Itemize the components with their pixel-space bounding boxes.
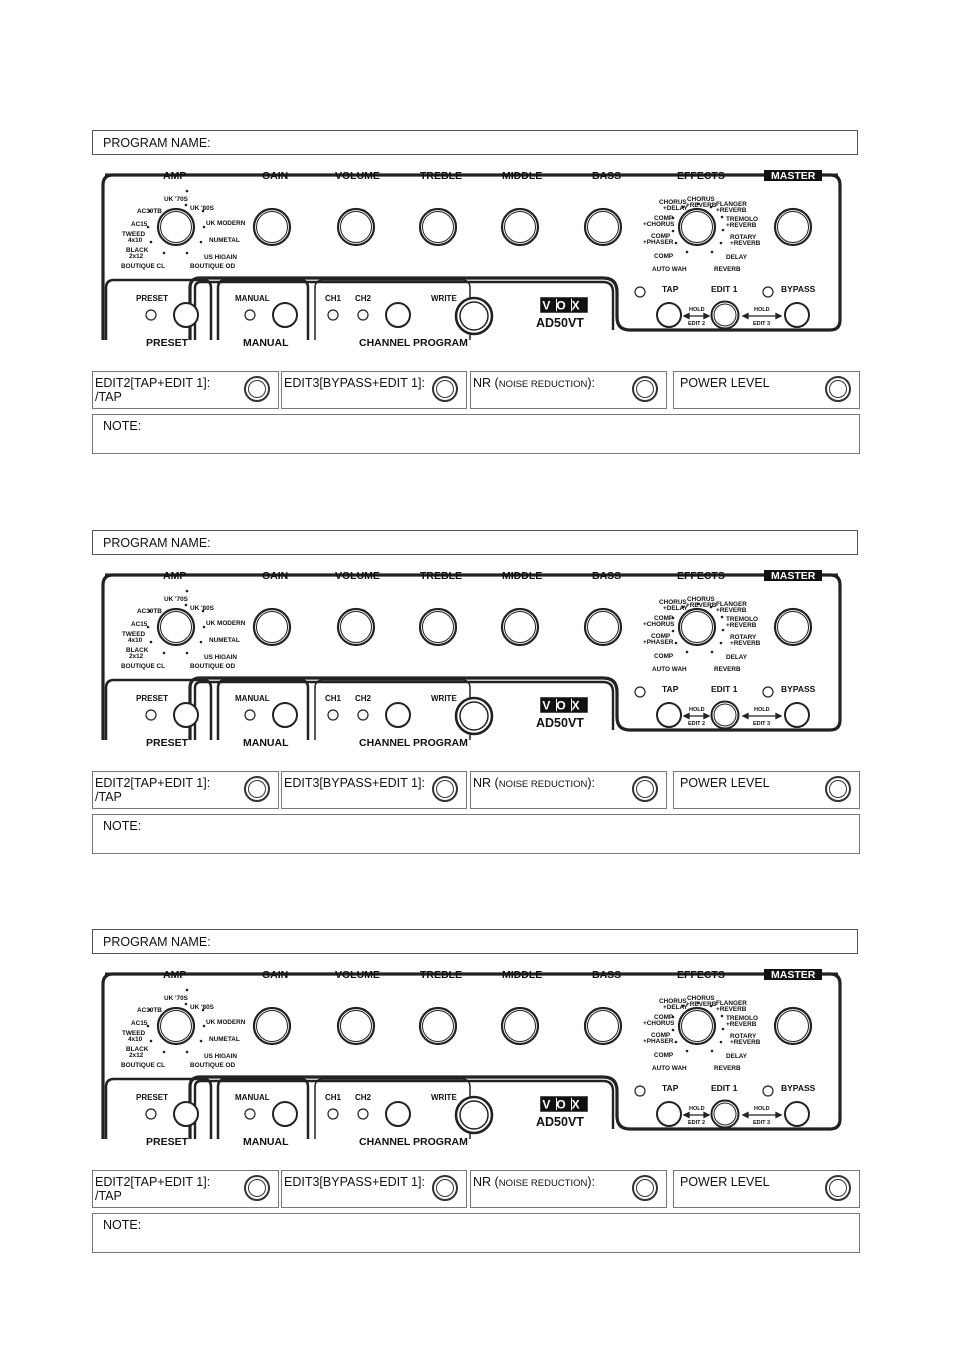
sheet-2 [0, 530, 954, 930]
fx-reverb: REVERB [714, 266, 741, 273]
model-name: AD50VT [536, 716, 584, 730]
fx-comp-phaser-1: COMP [651, 233, 671, 240]
amp-model-4x10: 4x10 [128, 1036, 143, 1043]
amp-model-ac30tb: AC30TB [137, 1007, 162, 1014]
vox-logo [541, 1097, 587, 1112]
channel-program-label: CHANNEL PROGRAM [359, 337, 468, 349]
fx-chorus-delay-2: +DELAY [663, 205, 688, 212]
fx-auto-wah: AUTO WAH [652, 1065, 687, 1072]
amp-model-ac15: AC15 [131, 621, 148, 628]
fx-chorus-reverb-1: CHORUS [687, 995, 715, 1002]
edit3-setting-field[interactable] [281, 1170, 467, 1208]
volume-label: VOLUME [335, 969, 380, 981]
hold-label-left: HOLD [689, 1106, 705, 1112]
nr-small-caps: NOISE REDUCTION [498, 779, 588, 790]
fx-chorus-reverb-1: CHORUS [687, 196, 715, 203]
fx-flanger-reverb-2: +REVERB [716, 1006, 747, 1013]
fx-flanger-reverb-2: +REVERB [716, 607, 747, 614]
amp-model-ac15: AC15 [131, 1020, 148, 1027]
edit2-line1: EDIT2[TAP+EDIT 1]: [95, 776, 211, 790]
bass-label: BASS [592, 969, 622, 981]
vox-logo [541, 698, 587, 713]
fx-comp-phaser-2: +PHASER [643, 239, 674, 246]
fx-chorus-delay-1: CHORUS [659, 599, 687, 606]
manual-small-label: MANUAL [235, 1093, 270, 1102]
program-name-field[interactable] [92, 530, 858, 555]
fx-auto-wah: AUTO WAH [652, 266, 687, 273]
amp-model-numetal: NUMETAL [209, 1036, 240, 1043]
edit2-small-label: EDIT 2 [688, 321, 706, 327]
note-label: NOTE: [103, 419, 142, 433]
amp-model-uk80s: UK '80S [190, 1004, 214, 1011]
channel-program-label: CHANNEL PROGRAM [359, 1136, 468, 1148]
fx-rotary-reverb-2: +REVERB [730, 640, 761, 647]
amp-model-ac30tb: AC30TB [137, 608, 162, 615]
edit3-small-label: EDIT 3 [753, 721, 771, 727]
effects-label: EFFECTS [677, 969, 725, 981]
edit2-setting-field[interactable] [92, 1170, 279, 1208]
fx-delay: DELAY [726, 1053, 748, 1060]
hold-label-left: HOLD [689, 707, 705, 713]
manual-small-label: MANUAL [235, 294, 270, 303]
master-label: MASTER [771, 170, 816, 182]
sheet-3 [0, 929, 954, 1329]
nr-setting-field[interactable] [470, 371, 667, 409]
fx-chorus-delay-1: CHORUS [659, 998, 687, 1005]
edit3-small-label: EDIT 3 [753, 1120, 771, 1126]
amp-panel-diagram [0, 570, 954, 755]
nr-small-caps: NOISE REDUCTION [498, 1178, 588, 1189]
write-label: WRITE [431, 694, 457, 703]
nr-prefix: NR ( [473, 1175, 499, 1189]
fx-rotary-reverb-1: ROTARY [730, 1033, 757, 1040]
hold-label-right: HOLD [754, 707, 770, 713]
model-name: AD50VT [536, 316, 584, 330]
volume-knob [338, 1008, 374, 1044]
master-label: MASTER [771, 969, 816, 981]
amp-model-numetal: NUMETAL [209, 637, 240, 644]
amp-model-us-higain: US HIGAIN [204, 1053, 238, 1060]
write-label: WRITE [431, 1093, 457, 1102]
manual-label: MANUAL [243, 1136, 289, 1148]
amp-model-uk70s: UK '70S [164, 995, 188, 1002]
note-field[interactable] [92, 1213, 860, 1253]
edit2-small-label: EDIT 2 [688, 721, 706, 727]
program-name-field[interactable] [92, 929, 858, 954]
tap-label: TAP [662, 1083, 679, 1093]
amp-model-4x10: 4x10 [128, 237, 143, 244]
amp-model-uk-modern: UK MODERN [206, 220, 246, 227]
amp-model-us-higain: US HIGAIN [204, 254, 238, 261]
gain-label: GAIN [262, 170, 289, 182]
edit2-line1: EDIT2[TAP+EDIT 1]: [95, 1175, 211, 1189]
edit3-knob[interactable] [432, 376, 458, 402]
amp-model-ac30tb: AC30TB [137, 208, 162, 215]
ch2-label: CH2 [355, 294, 372, 303]
edit2-line1: EDIT2[TAP+EDIT 1]: [95, 376, 211, 390]
fx-flanger-reverb-2: +REVERB [716, 207, 747, 214]
program-name-field[interactable] [92, 130, 858, 155]
bypass-label: BYPASS [781, 284, 816, 294]
fx-comp-chorus-2: +CHORUS [643, 1020, 675, 1027]
nr-setting-field[interactable] [470, 1170, 667, 1208]
nr-prefix: NR ( [473, 776, 499, 790]
gain-knob [254, 209, 290, 245]
amp-model-numetal: NUMETAL [209, 237, 240, 244]
ch1-label: CH1 [325, 1093, 342, 1102]
fx-rotary-reverb-1: ROTARY [730, 634, 757, 641]
nr-setting-label [473, 776, 595, 792]
power-level-label: POWER LEVEL [680, 776, 770, 790]
amp-panel-diagram [0, 170, 954, 355]
amp-model-2x12: 2x12 [129, 253, 144, 260]
edit2-knob[interactable] [244, 776, 270, 802]
amp-model-boutique-od: BOUTIQUE OD [190, 1062, 236, 1069]
vox-logo [541, 298, 587, 313]
amp-model-black: BLACK [126, 647, 149, 654]
volume-label: VOLUME [335, 570, 380, 582]
vox-brand-text: VOX [542, 1097, 586, 1112]
manual-label: MANUAL [243, 737, 289, 749]
edit3-small-label: EDIT 3 [753, 321, 771, 327]
tap-label: TAP [662, 284, 679, 294]
fx-comp-phaser-2: +PHASER [643, 1038, 674, 1045]
amp-model-uk70s: UK '70S [164, 196, 188, 203]
amp-model-boutique-cl: BOUTIQUE CL [121, 1062, 166, 1069]
fx-chorus-reverb-2: +REVERB [686, 1001, 717, 1008]
power-level-field[interactable] [673, 371, 860, 409]
middle-label: MIDDLE [502, 570, 543, 582]
edit2-line2: /TAP [95, 390, 122, 404]
edit2-knob[interactable] [244, 376, 270, 402]
vox-brand-text: VOX [542, 698, 586, 713]
program-name-label: PROGRAM NAME: [103, 935, 211, 949]
amp-model-2x12: 2x12 [129, 1052, 144, 1059]
fx-chorus-delay-2: +DELAY [663, 1004, 688, 1011]
edit2-setting-label [95, 376, 210, 404]
fx-comp: COMP [654, 653, 674, 660]
power-level-knob[interactable] [825, 1175, 851, 1201]
fx-tremolo-reverb-2: +REVERB [726, 222, 757, 229]
fx-delay: DELAY [726, 654, 748, 661]
power-level-label: POWER LEVEL [680, 1175, 770, 1189]
fx-tremolo-reverb-1: TREMOLO [726, 216, 758, 223]
amp-model-boutique-cl: BOUTIQUE CL [121, 263, 166, 270]
preset-label: PRESET [146, 1136, 189, 1148]
gain-knob [254, 609, 290, 645]
hold-label-right: HOLD [754, 1106, 770, 1112]
nr-suffix: ): [587, 376, 596, 390]
nr-knob[interactable] [632, 376, 658, 402]
edit1-label: EDIT 1 [711, 284, 738, 294]
amp-model-uk80s: UK '80S [190, 205, 214, 212]
amp-model-boutique-cl: BOUTIQUE CL [121, 663, 166, 670]
ch2-label: CH2 [355, 694, 372, 703]
amp-model-4x10: 4x10 [128, 637, 143, 644]
treble-label: TREBLE [420, 570, 462, 582]
fx-rotary-reverb-1: ROTARY [730, 234, 757, 241]
volume-knob [338, 209, 374, 245]
amp-panel-svg [0, 969, 954, 1154]
fx-flanger-reverb-1: FLANGER [716, 601, 747, 608]
gain-label: GAIN [262, 570, 289, 582]
hold-label-right: HOLD [754, 307, 770, 313]
fx-tremolo-reverb-2: +REVERB [726, 622, 757, 629]
power-level-knob[interactable] [825, 776, 851, 802]
tap-label: TAP [662, 684, 679, 694]
middle-label: MIDDLE [502, 170, 543, 182]
bass-knob [585, 209, 621, 245]
edit1-label: EDIT 1 [711, 684, 738, 694]
amp-model-tweed: TWEED [122, 631, 146, 638]
fx-comp: COMP [654, 253, 674, 260]
edit3-knob[interactable] [432, 776, 458, 802]
fx-chorus-reverb-2: +REVERB [686, 202, 717, 209]
gain-label: GAIN [262, 969, 289, 981]
edit2-setting-field[interactable] [92, 771, 279, 809]
fx-tremolo-reverb-1: TREMOLO [726, 1015, 758, 1022]
edit2-small-label: EDIT 2 [688, 1120, 706, 1126]
vox-brand-text: VOX [542, 298, 586, 313]
amp-model-tweed: TWEED [122, 231, 146, 238]
nr-prefix: NR ( [473, 376, 499, 390]
edit3-setting-label: EDIT3[BYPASS+EDIT 1]: [284, 776, 425, 790]
nr-knob[interactable] [632, 776, 658, 802]
fx-comp-phaser-1: COMP [651, 633, 671, 640]
fx-rotary-reverb-2: +REVERB [730, 240, 761, 247]
middle-knob [502, 609, 538, 645]
treble-knob [420, 209, 456, 245]
treble-label: TREBLE [420, 969, 462, 981]
amp-model-uk-modern: UK MODERN [206, 620, 246, 627]
note-field[interactable] [92, 414, 860, 454]
fx-reverb: REVERB [714, 666, 741, 673]
fx-delay: DELAY [726, 254, 748, 261]
program-name-label: PROGRAM NAME: [103, 136, 211, 150]
edit3-setting-label: EDIT3[BYPASS+EDIT 1]: [284, 1175, 425, 1189]
note-label: NOTE: [103, 1218, 142, 1232]
amp-panel-diagram [0, 969, 954, 1154]
effects-label: EFFECTS [677, 570, 725, 582]
bass-knob [585, 609, 621, 645]
preset-small-label: PRESET [136, 294, 169, 303]
fx-chorus-reverb-2: +REVERB [686, 602, 717, 609]
fx-comp: COMP [654, 1052, 674, 1059]
fx-comp-chorus-1: COMP [654, 615, 674, 622]
bypass-label: BYPASS [781, 684, 816, 694]
amp-model-2x12: 2x12 [129, 653, 144, 660]
amp-model-black: BLACK [126, 1046, 149, 1053]
gain-knob [254, 1008, 290, 1044]
amp-model-uk70s: UK '70S [164, 596, 188, 603]
edit2-line2: /TAP [95, 1189, 122, 1203]
amp-model-uk80s: UK '80S [190, 605, 214, 612]
ch1-label: CH1 [325, 294, 342, 303]
middle-label: MIDDLE [502, 969, 543, 981]
power-level-field[interactable] [673, 1170, 860, 1208]
master-label: MASTER [771, 570, 816, 582]
edit3-setting-field[interactable] [281, 371, 467, 409]
fx-flanger-reverb-1: FLANGER [716, 1000, 747, 1007]
effects-label: EFFECTS [677, 170, 725, 182]
fx-comp-phaser-2: +PHASER [643, 639, 674, 646]
middle-knob [502, 209, 538, 245]
preset-label: PRESET [146, 737, 189, 749]
fx-rotary-reverb-2: +REVERB [730, 1039, 761, 1046]
fx-comp-chorus-1: COMP [654, 215, 674, 222]
nr-knob[interactable] [632, 1175, 658, 1201]
amp-model-tweed: TWEED [122, 1030, 146, 1037]
fx-comp-chorus-2: +CHORUS [643, 621, 675, 628]
edit3-setting-field[interactable] [281, 771, 467, 809]
amp-model-us-higain: US HIGAIN [204, 654, 238, 661]
bypass-label: BYPASS [781, 1083, 816, 1093]
hold-label-left: HOLD [689, 307, 705, 313]
nr-setting-label [473, 1175, 595, 1191]
edit2-knob[interactable] [244, 1175, 270, 1201]
ch2-label: CH2 [355, 1093, 372, 1102]
treble-label: TREBLE [420, 170, 462, 182]
edit2-setting-label [95, 1175, 210, 1203]
amp-label: AMP [163, 969, 187, 981]
amp-model-boutique-od: BOUTIQUE OD [190, 263, 236, 270]
amp-panel-svg [0, 570, 954, 755]
preset-small-label: PRESET [136, 1093, 169, 1102]
ch1-label: CH1 [325, 694, 342, 703]
bass-label: BASS [592, 570, 622, 582]
fx-chorus-reverb-1: CHORUS [687, 596, 715, 603]
fx-comp-chorus-2: +CHORUS [643, 221, 675, 228]
sheet-1 [0, 130, 954, 530]
edit3-setting-label: EDIT3[BYPASS+EDIT 1]: [284, 376, 425, 390]
preset-small-label: PRESET [136, 694, 169, 703]
nr-small-caps: NOISE REDUCTION [498, 379, 588, 390]
fx-comp-chorus-1: COMP [654, 1014, 674, 1021]
fx-chorus-delay-1: CHORUS [659, 199, 687, 206]
fx-reverb: REVERB [714, 1065, 741, 1072]
note-label: NOTE: [103, 819, 142, 833]
edit2-setting-field[interactable] [92, 371, 279, 409]
preset-label: PRESET [146, 337, 189, 349]
bass-knob [585, 1008, 621, 1044]
middle-knob [502, 1008, 538, 1044]
nr-setting-field[interactable] [470, 771, 667, 809]
treble-knob [420, 1008, 456, 1044]
power-level-field[interactable] [673, 771, 860, 809]
note-field[interactable] [92, 814, 860, 854]
amp-model-ac15: AC15 [131, 221, 148, 228]
volume-knob [338, 609, 374, 645]
power-level-knob[interactable] [825, 376, 851, 402]
fx-tremolo-reverb-2: +REVERB [726, 1021, 757, 1028]
fx-tremolo-reverb-1: TREMOLO [726, 616, 758, 623]
program-name-label: PROGRAM NAME: [103, 536, 211, 550]
edit1-label: EDIT 1 [711, 1083, 738, 1093]
power-level-label: POWER LEVEL [680, 376, 770, 390]
channel-program-label: CHANNEL PROGRAM [359, 737, 468, 749]
edit2-line2: /TAP [95, 790, 122, 804]
fx-flanger-reverb-1: FLANGER [716, 201, 747, 208]
amp-model-boutique-od: BOUTIQUE OD [190, 663, 236, 670]
amp-label: AMP [163, 170, 187, 182]
treble-knob [420, 609, 456, 645]
manual-label: MANUAL [243, 337, 289, 349]
nr-suffix: ): [587, 776, 596, 790]
edit3-knob[interactable] [432, 1175, 458, 1201]
amp-model-black: BLACK [126, 247, 149, 254]
volume-label: VOLUME [335, 170, 380, 182]
model-name: AD50VT [536, 1115, 584, 1129]
fx-comp-phaser-1: COMP [651, 1032, 671, 1039]
fx-auto-wah: AUTO WAH [652, 666, 687, 673]
nr-suffix: ): [587, 1175, 596, 1189]
amp-label: AMP [163, 570, 187, 582]
write-label: WRITE [431, 294, 457, 303]
bass-label: BASS [592, 170, 622, 182]
nr-setting-label [473, 376, 595, 392]
edit2-setting-label [95, 776, 210, 804]
manual-small-label: MANUAL [235, 694, 270, 703]
fx-chorus-delay-2: +DELAY [663, 605, 688, 612]
amp-model-uk-modern: UK MODERN [206, 1019, 246, 1026]
amp-panel-svg [0, 170, 954, 355]
